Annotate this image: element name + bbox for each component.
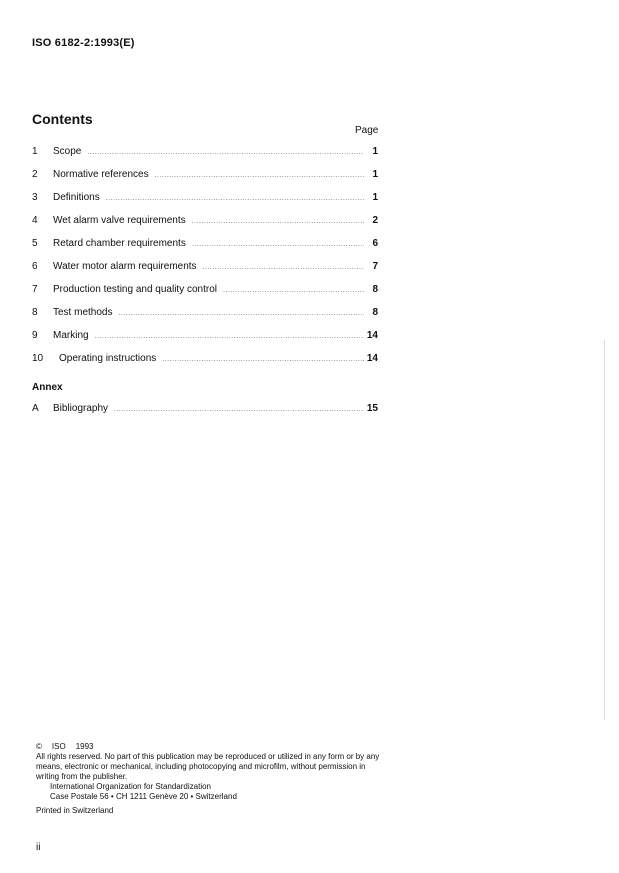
toc-entry-title: Operating instructions	[59, 353, 157, 364]
toc-entry-number: 7	[32, 284, 38, 295]
toc-entry-number: 10	[32, 353, 44, 364]
toc-entry-10[interactable]	[32, 353, 378, 376]
toc-entry-page: 8	[372, 307, 378, 318]
dot-leader	[162, 356, 364, 363]
margin-rule	[604, 340, 605, 720]
toc-entry-page: 1	[372, 192, 378, 203]
printed-location: Printed in Switzerland	[36, 806, 114, 815]
page-number: ii	[36, 842, 41, 853]
toc-entry-annex-a[interactable]	[32, 403, 378, 426]
toc-entry-title: Marking	[53, 330, 89, 341]
toc-entry-number: 2	[32, 169, 38, 180]
toc-entry-number: 3	[32, 192, 38, 203]
contents-heading: Contents	[32, 111, 93, 127]
toc-entry-title: Normative references	[53, 169, 149, 180]
toc-entry-page: 1	[372, 169, 378, 180]
copyright-symbol: ©	[36, 742, 42, 751]
toc-entry-number: A	[32, 403, 39, 414]
dot-leader	[114, 406, 364, 413]
toc-entry-page: 6	[372, 238, 378, 249]
toc-entry-title: Water motor alarm requirements	[53, 261, 197, 272]
toc-entry-1[interactable]	[32, 146, 378, 169]
dot-leader	[192, 218, 364, 225]
toc-entry-page: 1	[372, 146, 378, 157]
table-of-contents	[32, 146, 378, 376]
toc-entry-number: 8	[32, 307, 38, 318]
annex-heading: Annex	[32, 382, 63, 393]
dot-leader	[118, 310, 364, 317]
dot-leader	[223, 287, 364, 294]
toc-entry-9[interactable]	[32, 330, 378, 353]
toc-entry-page: 8	[372, 284, 378, 295]
toc-entry-title: Scope	[53, 146, 82, 157]
toc-entry-number: 5	[32, 238, 38, 249]
dot-leader	[106, 195, 364, 202]
toc-entry-4[interactable]	[32, 215, 378, 238]
toc-entry-page: 15	[366, 403, 378, 414]
toc-entry-8[interactable]	[32, 307, 378, 330]
toc-entry-title: Definitions	[53, 192, 100, 203]
toc-entry-page: 7	[372, 261, 378, 272]
dot-leader	[95, 333, 364, 340]
toc-entry-2[interactable]	[32, 169, 378, 192]
copyright-line	[36, 742, 386, 752]
copyright-holder: ISO	[51, 742, 66, 751]
toc-entry-3[interactable]	[32, 192, 378, 215]
toc-entry-page: 14	[366, 353, 378, 364]
toc-entry-page: 2	[372, 215, 378, 226]
toc-entry-number: 6	[32, 261, 38, 272]
toc-entry-number: 1	[32, 146, 38, 157]
organization-name: International Organization for Standardization	[50, 782, 211, 791]
dot-leader	[87, 149, 364, 156]
dot-leader	[155, 172, 364, 179]
rights-notice: All rights reserved. No part of this publication may be reproduced or utilized in any form or by any means, electronic or mechanical, including photocopying and microfilm, without permission in writing from the publisher.	[36, 752, 380, 781]
toc-entry-number: 9	[32, 330, 38, 341]
toc-entry-number: 4	[32, 215, 38, 226]
annex-contents	[32, 403, 378, 426]
organization-address: Case Postale 56 • CH 1211 Genève 20 • Switzerland	[50, 792, 237, 801]
copyright-block	[36, 742, 386, 816]
toc-entry-7[interactable]	[32, 284, 378, 307]
toc-entry-title: Bibliography	[53, 403, 109, 414]
dot-leader	[203, 264, 364, 271]
toc-entry-title: Test methods	[53, 307, 113, 318]
toc-entry-6[interactable]	[32, 261, 378, 284]
page-column-label: Page	[355, 125, 379, 136]
toc-entry-page: 14	[366, 330, 378, 341]
dot-leader	[192, 241, 364, 248]
toc-entry-title: Production testing and quality control	[53, 284, 217, 295]
copyright-year: 1993	[75, 742, 94, 751]
toc-entry-5[interactable]	[32, 238, 378, 261]
standard-identifier: ISO 6182-2:1993(E)	[32, 37, 135, 49]
toc-entry-title: Retard chamber requirements	[53, 238, 186, 249]
toc-entry-title: Wet alarm valve requirements	[53, 215, 186, 226]
